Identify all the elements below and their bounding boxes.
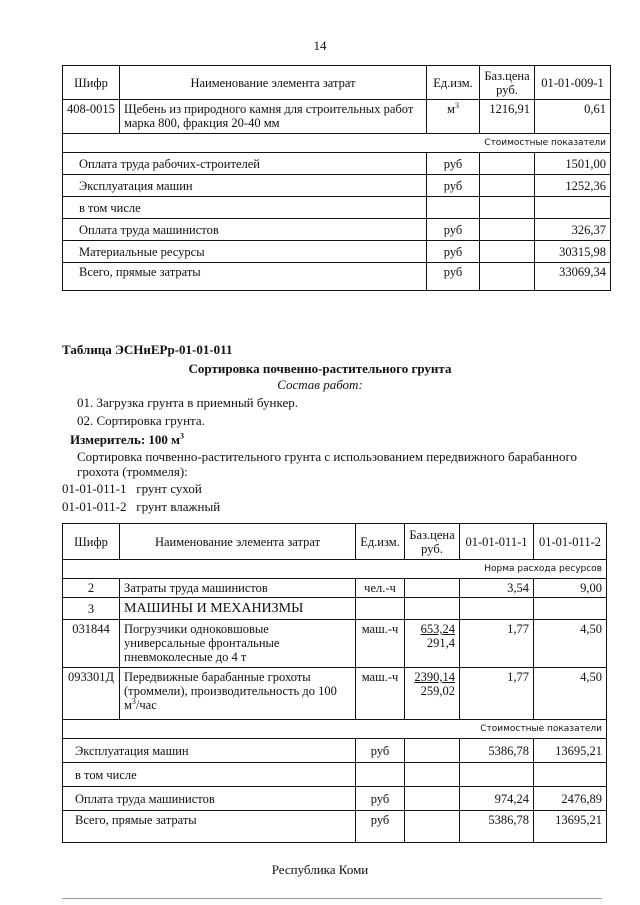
labor-code: 2 xyxy=(63,579,120,598)
norm-note: Норма расхода ресурсов xyxy=(63,560,607,579)
labor-v2: 9,00 xyxy=(534,579,607,598)
machines-code: 3 xyxy=(63,598,120,620)
machine-price-bottom: 291,4 xyxy=(426,636,455,650)
machine-price-bottom: 259,02 xyxy=(420,684,455,698)
machine-name-sup: 3 xyxy=(131,696,136,706)
cost-unit: руб xyxy=(427,175,480,197)
machine-name: Погрузчики одноковшовые универсальные фронтальные пневмоколесные до 4 т xyxy=(120,620,356,668)
cost-label: Эксплуатация машин xyxy=(63,739,356,763)
row-unit xyxy=(427,100,480,134)
machine-unit: маш.-ч xyxy=(356,668,405,720)
cost-unit: руб xyxy=(427,153,480,175)
cost-label: Эксплуатация машин xyxy=(63,175,427,197)
table-resources-1 xyxy=(62,65,611,291)
header-col: 01-01-009-1 xyxy=(535,66,611,100)
machine-price-top: 2390,14 xyxy=(414,670,455,684)
table-row xyxy=(63,263,611,291)
header-unit: Ед.изм. xyxy=(427,66,480,100)
cost-unit: руб xyxy=(356,787,405,811)
header-code: Шифр xyxy=(63,66,120,100)
work-header: Состав работ: xyxy=(277,377,363,392)
cost-unit: руб xyxy=(356,739,405,763)
cost-unit: руб xyxy=(427,241,480,263)
machine-name-tail: /час xyxy=(135,698,157,712)
table-row xyxy=(63,579,607,598)
measure-sup: 3 xyxy=(180,431,185,441)
machine-price xyxy=(405,668,460,720)
cost-unit: руб xyxy=(356,811,405,843)
section-name: Сортировка почвенно-растительного грунта xyxy=(188,361,452,376)
table-row xyxy=(63,100,611,134)
row-value: 0,61 xyxy=(535,100,611,134)
table-row xyxy=(63,668,607,720)
header-col2: 01-01-011-2 xyxy=(534,524,607,560)
machine-price-top: 653,24 xyxy=(420,622,455,636)
measure-label xyxy=(70,432,184,448)
operation-item: 02. Сортировка грунта. xyxy=(77,413,205,428)
header-name: Наименование элемента затрат xyxy=(120,66,427,100)
cost-value: 30315,98 xyxy=(535,241,611,263)
header-base-price: Баз.цена руб. xyxy=(480,66,535,100)
measure-text: Измеритель: 100 м xyxy=(70,432,181,447)
cost-value: 33069,34 xyxy=(535,263,611,291)
machine-name-text: Передвижные барабанные грохоты (троммели), производительность до 100 м xyxy=(124,670,337,712)
code-item xyxy=(62,499,220,515)
machine-v1: 1,77 xyxy=(460,620,534,668)
labor-v1: 3,54 xyxy=(460,579,534,598)
labor-unit: чел.-ч xyxy=(356,579,405,598)
machine-v2: 4,50 xyxy=(534,620,607,668)
cost-label: в том числе xyxy=(63,763,356,787)
code-item xyxy=(62,481,202,497)
bottom-rule xyxy=(62,898,602,899)
machine-unit: маш.-ч xyxy=(356,620,405,668)
cost-label: Оплата труда рабочих-строителей xyxy=(63,153,427,175)
cost-label: Всего, прямые затраты xyxy=(63,263,427,291)
table-row xyxy=(63,598,607,620)
row-code: 408-0015 xyxy=(63,100,120,134)
machine-name xyxy=(120,668,356,720)
code-id: 01-01-011-1 xyxy=(62,481,127,496)
table-title: Таблица ЭСНиЕРр-01-01-011 xyxy=(62,342,233,357)
machine-v1: 1,77 xyxy=(460,668,534,720)
machine-price xyxy=(405,620,460,668)
page-number: 14 xyxy=(313,38,327,53)
section-description: Сортировка почвенно-растительного грунта с использованием передвижного барабанного грохота (троммеля): xyxy=(77,449,577,479)
cost-value: 1252,36 xyxy=(535,175,611,197)
code-label: грунт влажный xyxy=(136,499,221,514)
table-row xyxy=(63,763,607,787)
table-row xyxy=(63,219,611,241)
row-base-price: 1216,91 xyxy=(480,100,535,134)
machine-v2: 4,50 xyxy=(534,668,607,720)
table-row xyxy=(63,811,607,843)
table-row xyxy=(63,175,611,197)
table-row xyxy=(63,620,607,668)
operation-item: 01. Загрузка грунта в приемный бункер. xyxy=(77,395,298,410)
cost-value: 326,37 xyxy=(535,219,611,241)
cost-label: в том числе xyxy=(63,197,427,219)
cost-value: 1501,00 xyxy=(535,153,611,175)
cost-v2: 2476,89 xyxy=(534,787,607,811)
machine-code: 031844 xyxy=(63,620,120,668)
cost-v2: 13695,21 xyxy=(534,739,607,763)
cost-unit: руб xyxy=(427,263,480,291)
code-id: 01-01-011-2 xyxy=(62,499,127,514)
table-row xyxy=(63,241,611,263)
header-col1: 01-01-011-1 xyxy=(460,524,534,560)
row-unit-text: м xyxy=(447,102,455,116)
table-row xyxy=(63,197,611,219)
code-label: грунт сухой xyxy=(136,481,202,496)
cost-note: Стоимостные показатели xyxy=(63,720,607,739)
table-row xyxy=(63,739,607,763)
cost-label: Оплата труда машинистов xyxy=(63,787,356,811)
cost-note: Стоимостные показатели xyxy=(63,134,611,153)
cost-label: Всего, прямые затраты xyxy=(63,811,356,843)
cost-unit: руб xyxy=(427,219,480,241)
header-name: Наименование элемента затрат xyxy=(120,524,356,560)
footer-region: Республика Коми xyxy=(271,862,369,877)
header-base-price: Баз.цена руб. xyxy=(405,524,460,560)
cost-v1: 5386,78 xyxy=(460,811,534,843)
cost-v1: 5386,78 xyxy=(460,739,534,763)
table-resources-2 xyxy=(62,523,607,843)
cost-label: Оплата труда машинистов xyxy=(63,219,427,241)
header-code: Шифр xyxy=(63,524,120,560)
row-name: Щебень из природного камня для строительных работ марка 800, фракция 20-40 мм xyxy=(120,100,427,134)
table-row xyxy=(63,153,611,175)
cost-v1: 974,24 xyxy=(460,787,534,811)
machines-header: МАШИНЫ И МЕХАНИЗМЫ xyxy=(120,598,356,620)
cost-v2: 13695,21 xyxy=(534,811,607,843)
table-row xyxy=(63,787,607,811)
labor-name: Затраты труда машинистов xyxy=(120,579,356,598)
cost-label: Материальные ресурсы xyxy=(63,241,427,263)
header-unit: Ед.изм. xyxy=(356,524,405,560)
row-unit-sup: 3 xyxy=(454,100,459,110)
machine-code: 093301Д xyxy=(63,668,120,720)
